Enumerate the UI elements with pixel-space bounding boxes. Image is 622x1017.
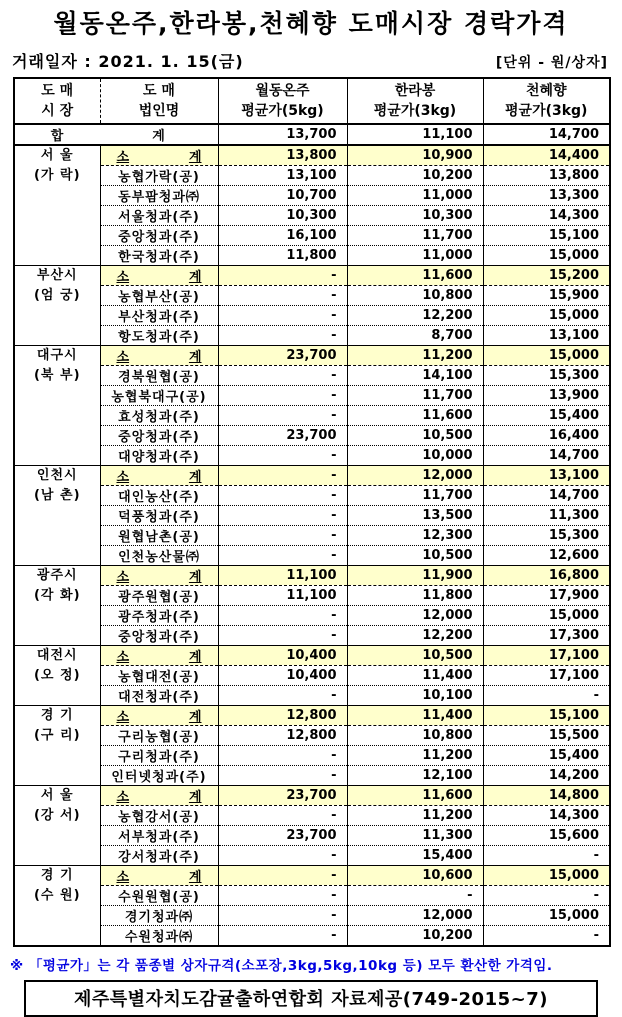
header-market-line1: 도 매 (41, 83, 74, 99)
price-cell: 11,700 (347, 486, 483, 506)
price-cell: - (483, 886, 610, 906)
corp-name-cell: 구리청과(주) (100, 746, 218, 766)
price-cell: 13,100 (483, 466, 610, 486)
price-cell: 10,200 (347, 166, 483, 186)
price-cell: - (218, 446, 347, 466)
price-cell: 10,500 (347, 646, 483, 666)
price-cell: 10,400 (218, 666, 347, 686)
price-cell: 10,500 (347, 426, 483, 446)
corp-name-cell: 원협남촌(공) (100, 526, 218, 546)
meta-line (12, 49, 608, 72)
price-cell: 17,900 (483, 586, 610, 606)
price-cell: 13,100 (483, 326, 610, 346)
header-cheonhyehyang-line1: 천혜향 (525, 83, 567, 99)
price-cell: 10,300 (218, 206, 347, 226)
market-name: 인천시 (36, 468, 78, 483)
table-row (14, 926, 610, 947)
corp-name-cell: 농협북대구(공) (100, 386, 218, 406)
header-woldong-line1: 월동온주 (255, 83, 310, 99)
price-cell: - (218, 486, 347, 506)
price-cell: 10,500 (347, 546, 483, 566)
table-row (14, 486, 610, 506)
table-row (14, 826, 610, 846)
price-cell: 12,000 (347, 466, 483, 486)
price-cell: - (218, 806, 347, 826)
price-cell: 15,100 (483, 706, 610, 726)
price-cell: 23,700 (218, 786, 347, 806)
table-row (14, 886, 610, 906)
table-row (14, 266, 610, 286)
price-cell: 14,700 (483, 446, 610, 466)
table-row (14, 626, 610, 646)
subtotal-label (101, 146, 218, 165)
table-row (14, 406, 610, 426)
subtotal-label-left: 소 (116, 150, 130, 165)
price-cell: - (483, 686, 610, 706)
market-location: (각 화) (33, 588, 81, 603)
market-location: (오 정) (33, 668, 81, 683)
price-cell: 14,700 (483, 486, 610, 506)
subtotal-label (101, 646, 218, 665)
price-cell: 15,100 (483, 226, 610, 246)
price-cell: 12,300 (347, 526, 483, 546)
price-cell: 10,800 (347, 286, 483, 306)
price-cell: 17,100 (483, 646, 610, 666)
subtotal-label (101, 866, 218, 885)
price-cell: 11,600 (347, 406, 483, 426)
price-cell: 13,100 (218, 166, 347, 186)
price-cell: 15,600 (483, 826, 610, 846)
price-cell: 11,800 (218, 246, 347, 266)
price-cell: - (347, 886, 483, 906)
price-cell: 13,900 (483, 386, 610, 406)
header-hallabong (347, 78, 483, 124)
corp-name-cell: 중앙청과(주) (100, 226, 218, 246)
price-cell: 15,300 (483, 526, 610, 546)
price-cell: 11,200 (347, 746, 483, 766)
table-row (14, 546, 610, 566)
header-row (14, 78, 610, 124)
corp-name-cell: 광주청과(주) (100, 606, 218, 626)
price-cell: - (218, 266, 347, 286)
price-cell: 15,200 (483, 266, 610, 286)
table-row (14, 866, 610, 886)
total-label-right: 계 (152, 129, 166, 144)
price-cell: 14,200 (483, 766, 610, 786)
price-cell: 13,800 (218, 145, 347, 166)
subtotal-label-cell (100, 145, 218, 166)
table-row (14, 746, 610, 766)
price-cell: - (218, 526, 347, 546)
price-cell: 11,200 (347, 346, 483, 366)
page-title: 월동온주,한라봉,천혜향 도매시장 경락가격 (53, 9, 569, 38)
price-cell: 15,400 (483, 406, 610, 426)
header-hallabong-line1: 한라봉 (394, 83, 436, 99)
subtotal-label (101, 466, 218, 485)
header-market (14, 78, 100, 124)
corp-name-cell: 동부팜청과㈜ (100, 186, 218, 206)
subtotal-label-left: 소 (116, 790, 130, 805)
market-name: 경 기 (40, 708, 74, 723)
price-cell: 15,000 (483, 246, 610, 266)
table-row (14, 526, 610, 546)
corp-name-cell: 경기청과㈜ (100, 906, 218, 926)
table-row (14, 686, 610, 706)
price-cell: 15,000 (483, 346, 610, 366)
unit-label: [단위 - 원/상자] (495, 55, 608, 71)
price-cell: 10,900 (347, 145, 483, 166)
table-row (14, 326, 610, 346)
market-cell (14, 266, 100, 346)
table-row (14, 846, 610, 866)
market-cell (14, 466, 100, 566)
subtotal-label-left: 소 (116, 570, 130, 585)
price-cell: 11,300 (347, 826, 483, 846)
price-cell: 13,300 (483, 186, 610, 206)
total-label-left: 합 (50, 129, 65, 144)
table-row (14, 666, 610, 686)
price-cell: 14,300 (483, 206, 610, 226)
subtotal-label-cell (100, 786, 218, 806)
subtotal-label (101, 786, 218, 805)
market-location: (강 서) (33, 808, 81, 823)
table-row (14, 366, 610, 386)
market-location: (수 원) (33, 888, 81, 903)
subtotal-label-right: 계 (188, 270, 202, 285)
table-row (14, 726, 610, 746)
table-row (14, 246, 610, 266)
subtotal-label-cell (100, 646, 218, 666)
table-row (14, 586, 610, 606)
corp-name-cell: 구리농협(공) (100, 726, 218, 746)
subtotal-label-right: 계 (188, 150, 202, 165)
subtotal-label-left: 소 (116, 270, 130, 285)
corp-name-cell: 강서청과(주) (100, 846, 218, 866)
price-cell: 11,000 (347, 246, 483, 266)
market-cell (14, 145, 100, 266)
subtotal-label-cell (100, 346, 218, 366)
price-cell: 13,500 (347, 506, 483, 526)
corp-name-cell: 인터넷청과(주) (100, 766, 218, 786)
table-row (14, 206, 610, 226)
price-cell: 14,700 (483, 124, 610, 145)
price-cell: 12,800 (218, 726, 347, 746)
price-cell: 11,100 (218, 566, 347, 586)
market-name: 대전시 (36, 648, 78, 663)
table-row (14, 346, 610, 366)
table-row (14, 766, 610, 786)
market-location: (남 촌) (33, 488, 81, 503)
table-row (14, 506, 610, 526)
price-cell: 10,000 (347, 446, 483, 466)
subtotal-label (101, 706, 218, 725)
table-row (14, 145, 610, 166)
table-row (14, 566, 610, 586)
price-cell: - (218, 746, 347, 766)
price-cell: 8,700 (347, 326, 483, 346)
header-cheonhyehyang-line2: 평균가(3kg) (505, 103, 588, 119)
corp-name-cell: 한국청과(주) (100, 246, 218, 266)
price-cell: 12,200 (347, 306, 483, 326)
corp-name-cell: 대인농산(주) (100, 486, 218, 506)
market-cell (14, 786, 100, 866)
price-cell: - (218, 286, 347, 306)
price-cell: - (218, 466, 347, 486)
table-row (14, 286, 610, 306)
header-corp-line1: 도 매 (143, 83, 175, 99)
subtotal-label-right: 계 (188, 650, 202, 665)
price-cell: - (218, 886, 347, 906)
header-corp (100, 78, 218, 124)
header-hallabong-line2: 평균가(3kg) (373, 103, 457, 119)
price-cell: - (218, 606, 347, 626)
footnote: ※ 「평균가」는 각 품종별 상자규격(소포장,3kg,5kg,10kg 등) 모두 환산한 가격임. (10, 958, 553, 974)
corp-name-cell: 수원청과㈜ (100, 926, 218, 947)
price-cell: 10,200 (347, 926, 483, 947)
market-location: (북 부) (33, 368, 81, 383)
price-cell: 12,800 (218, 706, 347, 726)
price-cell: 11,700 (347, 226, 483, 246)
subtotal-label-cell (100, 866, 218, 886)
provider-text: 제주특별자치도감귤출하연합회 자료제공(749-2015~7) (74, 989, 548, 1010)
corp-name-cell: 수원원협(공) (100, 886, 218, 906)
market-cell (14, 566, 100, 646)
price-cell: 11,000 (347, 186, 483, 206)
price-cell: - (218, 626, 347, 646)
price-cell: - (218, 926, 347, 947)
table-row (14, 186, 610, 206)
subtotal-label-left: 소 (116, 650, 130, 665)
price-cell: 14,100 (347, 366, 483, 386)
price-cell: 16,800 (483, 566, 610, 586)
corp-name-cell: 광주원협(공) (100, 586, 218, 606)
subtotal-label-left: 소 (116, 350, 130, 365)
subtotal-label-cell (100, 706, 218, 726)
price-cell: 11,600 (347, 266, 483, 286)
market-name: 대구시 (36, 348, 78, 363)
corp-name-cell: 중앙청과(주) (100, 626, 218, 646)
price-cell: 23,700 (218, 346, 347, 366)
price-cell: 15,000 (483, 906, 610, 926)
subtotal-label-right: 계 (188, 470, 202, 485)
price-cell: 10,400 (218, 646, 347, 666)
table-row (14, 806, 610, 826)
market-cell (14, 346, 100, 466)
corp-name-cell: 효성청과(주) (100, 406, 218, 426)
table-row (14, 226, 610, 246)
header-market-line2: 시 장 (41, 103, 74, 119)
header-corp-line2: 법인명 (138, 103, 180, 119)
price-cell: 14,800 (483, 786, 610, 806)
market-location: (구 리) (33, 728, 81, 743)
price-cell: 15,400 (347, 846, 483, 866)
total-row (14, 124, 610, 145)
price-cell: - (218, 506, 347, 526)
subtotal-label-right: 계 (188, 870, 202, 885)
header-woldong-line2: 평균가(5kg) (241, 103, 324, 119)
subtotal-label (101, 566, 218, 585)
table-row (14, 306, 610, 326)
table-row (14, 466, 610, 486)
corp-name-cell: 대전청과(주) (100, 686, 218, 706)
price-cell: - (483, 926, 610, 947)
header-woldong-onju (218, 78, 347, 124)
subtotal-label-cell (100, 266, 218, 286)
subtotal-label-right: 계 (188, 350, 202, 365)
subtotal-label-cell (100, 566, 218, 586)
price-cell: 11,900 (347, 566, 483, 586)
table-row (14, 166, 610, 186)
price-cell: - (218, 386, 347, 406)
price-cell: 11,800 (347, 586, 483, 606)
price-cell: 11,700 (347, 386, 483, 406)
subtotal-label-cell (100, 466, 218, 486)
price-cell: 16,400 (483, 426, 610, 446)
market-cell (14, 706, 100, 786)
table-row (14, 706, 610, 726)
price-cell: - (218, 406, 347, 426)
price-cell: 12,600 (483, 546, 610, 566)
table-row (14, 786, 610, 806)
corp-name-cell: 경북원협(공) (100, 366, 218, 386)
market-name: 서 울 (40, 148, 74, 163)
trade-date-label: 거래일자 : 2021. 1. 15(금) (12, 52, 244, 71)
corp-name-cell: 농협강서(공) (100, 806, 218, 826)
table-row (14, 906, 610, 926)
price-cell: 11,400 (347, 666, 483, 686)
price-cell: 23,700 (218, 826, 347, 846)
price-cell: - (218, 866, 347, 886)
market-name: 광주시 (36, 568, 78, 583)
subtotal-label (101, 346, 218, 365)
price-cell: - (218, 906, 347, 926)
corp-name-cell: 중앙청과(주) (100, 426, 218, 446)
price-cell: 10,100 (347, 686, 483, 706)
corp-name-cell: 항도청과(주) (100, 326, 218, 346)
price-cell: 14,300 (483, 806, 610, 826)
price-cell: 11,100 (218, 586, 347, 606)
price-cell: 17,100 (483, 666, 610, 686)
price-cell: - (218, 326, 347, 346)
subtotal-label-left: 소 (116, 470, 130, 485)
market-location: (엄 궁) (33, 288, 81, 303)
market-name: 서 울 (40, 788, 74, 803)
price-cell: 12,100 (347, 766, 483, 786)
price-cell: 12,000 (347, 906, 483, 926)
price-cell: 15,400 (483, 746, 610, 766)
price-cell: 10,800 (347, 726, 483, 746)
price-cell: 11,200 (347, 806, 483, 826)
price-table (13, 77, 611, 947)
market-name: 부산시 (36, 268, 78, 283)
table-row (14, 606, 610, 626)
header-cheonhyehyang (483, 78, 610, 124)
price-cell: 10,600 (347, 866, 483, 886)
subtotal-label-left: 소 (116, 710, 130, 725)
price-cell: 14,400 (483, 145, 610, 166)
subtotal-label (101, 266, 218, 285)
price-cell: - (218, 846, 347, 866)
market-name: 경 기 (40, 868, 74, 883)
corp-name-cell: 농협대전(공) (100, 666, 218, 686)
price-cell: 10,300 (347, 206, 483, 226)
table-row (14, 446, 610, 466)
price-cell: 15,000 (483, 306, 610, 326)
price-table-body (14, 124, 610, 946)
price-cell: 10,700 (218, 186, 347, 206)
corp-name-cell: 서부청과(주) (100, 826, 218, 846)
market-cell (14, 646, 100, 706)
price-cell: 13,700 (218, 124, 347, 145)
market-location: (가 락) (33, 168, 81, 183)
price-cell: 15,900 (483, 286, 610, 306)
price-cell: - (218, 306, 347, 326)
price-cell: 11,400 (347, 706, 483, 726)
subtotal-label-right: 계 (188, 570, 202, 585)
price-cell: 15,000 (483, 866, 610, 886)
price-cell: - (218, 686, 347, 706)
subtotal-label-left: 소 (116, 870, 130, 885)
price-cell: 11,600 (347, 786, 483, 806)
market-cell (14, 866, 100, 947)
corp-name-cell: 농협가락(공) (100, 166, 218, 186)
table-row (14, 386, 610, 406)
corp-name-cell: 부산청과(주) (100, 306, 218, 326)
subtotal-label-right: 계 (188, 790, 202, 805)
price-cell: - (218, 766, 347, 786)
price-cell: 12,200 (347, 626, 483, 646)
table-row (14, 646, 610, 666)
price-cell: 11,100 (347, 124, 483, 145)
price-cell: - (218, 366, 347, 386)
price-cell: - (483, 846, 610, 866)
price-cell: 12,000 (347, 606, 483, 626)
price-cell: 13,800 (483, 166, 610, 186)
price-cell: 15,500 (483, 726, 610, 746)
corp-name-cell: 서울청과(주) (100, 206, 218, 226)
price-cell: 11,300 (483, 506, 610, 526)
corp-name-cell: 덕풍청과(주) (100, 506, 218, 526)
corp-name-cell: 대양청과(주) (100, 446, 218, 466)
price-cell: 16,100 (218, 226, 347, 246)
price-cell: 17,300 (483, 626, 610, 646)
price-cell: 23,700 (218, 426, 347, 446)
price-cell: 15,000 (483, 606, 610, 626)
price-cell: 15,300 (483, 366, 610, 386)
price-cell: - (218, 546, 347, 566)
subtotal-label-right: 계 (188, 710, 202, 725)
table-row (14, 426, 610, 446)
total-label-cell (14, 124, 218, 145)
corp-name-cell: 농협부산(공) (100, 286, 218, 306)
corp-name-cell: 인천농산물㈜ (100, 546, 218, 566)
